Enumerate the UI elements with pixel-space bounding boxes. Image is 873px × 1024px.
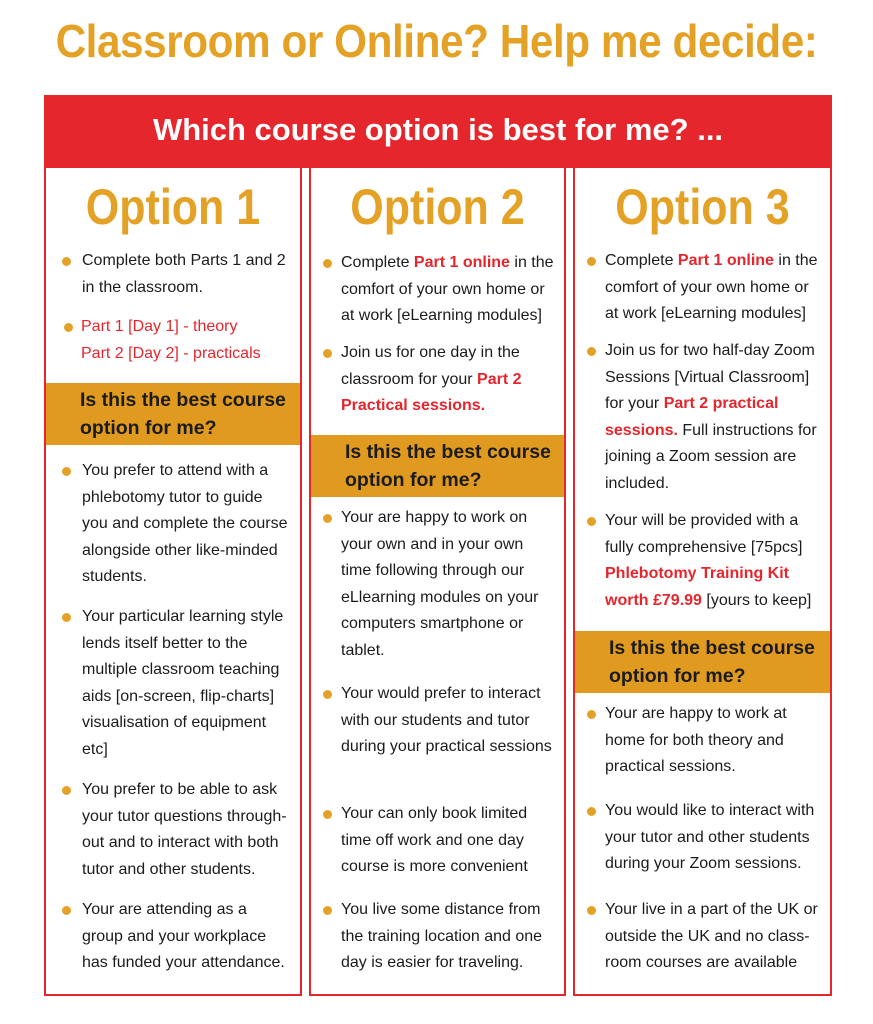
bullet-icon — [587, 517, 596, 526]
bullet-icon — [62, 906, 71, 915]
body-text: Complete both Parts 1 and 2 in the classroom. — [82, 252, 286, 296]
reason-text: Your can only book limited time off work and one day course is more convenient — [341, 805, 528, 875]
reason-text: Your are happy to work at home for both theory and practical sessions. — [605, 705, 787, 775]
schedule-block — [64, 314, 292, 367]
reason-item — [62, 604, 292, 763]
highlight-text: Phlebotomy Training Kit worth £79.99 — [605, 565, 790, 609]
question-bar: Is this the best course option for me? — [575, 631, 830, 693]
question-bar: Is this the best course option for me? — [46, 383, 300, 445]
body-text: Join us for two half-day Zoom Sessions [Virtual Classroom] for your — [605, 342, 815, 412]
bullet-icon — [587, 807, 596, 816]
bullet-icon — [587, 906, 596, 915]
intro-item — [587, 338, 822, 497]
reason-item — [323, 681, 556, 761]
option-3-column — [573, 168, 832, 996]
highlight-text: Part 2 practical sessions. — [605, 395, 779, 439]
bullet-icon — [62, 257, 71, 266]
bullet-icon — [323, 810, 332, 819]
option-heading: Option 3 — [615, 179, 790, 235]
highlight-text: Part 1 online — [677, 252, 774, 269]
highlight-text: Part 1 online — [413, 254, 510, 271]
intro-text — [323, 250, 556, 330]
intro-text — [62, 248, 292, 301]
intro-item — [323, 340, 556, 420]
option-heading: Option 1 — [85, 179, 261, 235]
bullet-icon — [323, 349, 332, 358]
body-text: in the comfort of your own home or at work [eLearning modules] — [605, 252, 818, 322]
intro-item — [323, 250, 556, 330]
bullet-icon — [587, 257, 596, 266]
intro-item — [587, 508, 822, 614]
intro-text — [587, 248, 822, 328]
body-text: [yours to keep] — [701, 591, 812, 609]
reason-text: Your would prefer to interact with our students and tutor during your practical sessions — [341, 685, 552, 755]
intro-text — [587, 338, 822, 497]
reason-item — [323, 505, 556, 664]
intro-item — [587, 248, 822, 328]
reason-text: You would like to interact with your tutor and other students during your Zoom sessions. — [605, 802, 815, 872]
body-text: in the comfort of your own home or at work [eLearning modules] — [341, 254, 554, 324]
bullet-icon — [587, 347, 596, 356]
bullet-icon — [62, 786, 71, 795]
intro-text — [323, 340, 556, 420]
highlight-text: Part 2 Practical sessions. — [341, 370, 522, 414]
reason-item — [323, 897, 556, 977]
reason-text: Your are happy to work on your own and in your own time following through our eLlearning modules on your computers smartphone or tablet. — [341, 509, 539, 659]
reason-text: Your particular learning style lends itself better to the multiple classroom teaching aids [on-screen, flip-charts] visualisation of equipment etc] — [82, 608, 284, 758]
bullet-icon — [323, 514, 332, 523]
intro-text — [587, 508, 822, 614]
schedule-day-2: Part 2 [Day 2] - practicals — [81, 344, 261, 362]
banner-heading: Which course option is best for me? ... — [44, 95, 832, 168]
schedule-day-1: Part 1 [Day 1] - theory — [81, 318, 238, 335]
bullet-icon — [323, 259, 332, 268]
reason-item — [587, 701, 822, 781]
bullet-icon — [323, 690, 332, 699]
reason-item — [323, 801, 556, 881]
reason-text: You prefer to be able to ask your tutor questions through-out and to interact with both tutor and other students. — [82, 781, 287, 878]
body-text: Your will be provided with a fully comprehensive [75pcs] — [605, 512, 803, 556]
bullet-icon — [64, 323, 73, 332]
bullet-icon — [587, 710, 596, 719]
option-heading: Option 2 — [350, 179, 525, 235]
bullet-icon — [62, 467, 71, 476]
page-title: Classroom or Online? Help me decide: — [55, 15, 818, 67]
reason-text: Your are attending as a group and your workplace has funded your attendance. — [82, 901, 285, 971]
reason-text: Your live in a part of the UK or outside the UK and no class-room courses are available — [605, 901, 818, 971]
reason-item — [587, 897, 822, 977]
body-text: Complete — [341, 254, 414, 271]
reason-item — [62, 777, 292, 883]
reason-item — [62, 458, 292, 591]
intro-item — [62, 248, 292, 301]
reason-text: You prefer to attend with a phlebotomy tutor to guide you and complete the course alongside other like-minded students. — [82, 462, 288, 585]
body-text: Complete — [605, 252, 678, 269]
reason-item — [62, 897, 292, 977]
reason-item — [587, 798, 822, 878]
bullet-icon — [62, 613, 71, 622]
option-1-column — [44, 168, 302, 996]
reason-text: You live some distance from the training location and one day is easier for traveling. — [341, 901, 543, 971]
question-bar: Is this the best course option for me? — [311, 435, 564, 497]
bullet-icon — [323, 906, 332, 915]
body-text: Full instructions for joining a Zoom session are included. — [605, 421, 817, 492]
option-2-column — [309, 168, 566, 996]
body-text: Join us for one day in the classroom for your — [341, 344, 520, 388]
